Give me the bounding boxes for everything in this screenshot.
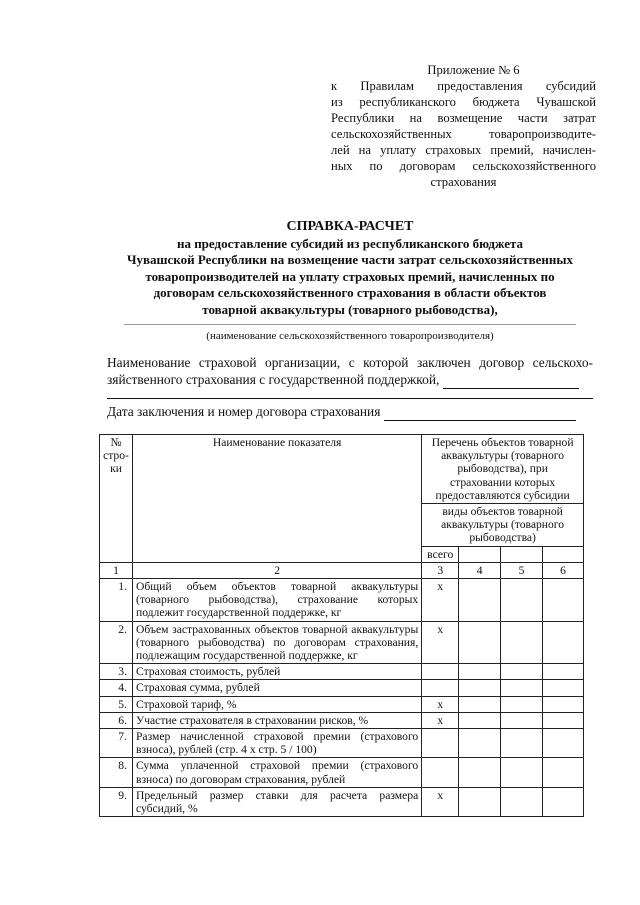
calculation-table <box>99 434 584 817</box>
row-indicator: Объем застрахованных объектов товарной аквакультуры (товарного рыбоводства) по договорам страхования, подлежащим государственной поддержке, кг <box>132 621 421 664</box>
insurer-label-line2: зяйственного страхования с государственной поддержкой, <box>107 372 440 387</box>
header-types: виды объектов товарной аквакультуры (товарного рыбоводства) <box>422 504 584 547</box>
contract-field[interactable] <box>384 404 576 421</box>
row-number: 9. <box>100 787 133 816</box>
producer-name-caption: (наименование сельскохозяйственного товаропроизводителя) <box>206 330 494 342</box>
column-numbers-row <box>100 562 584 578</box>
subtitle-line: товарной аквакультуры (товарного рыбоводства), <box>202 301 498 317</box>
row-value-cell[interactable] <box>501 712 543 728</box>
contract-block <box>107 404 593 421</box>
row-number: 7. <box>100 729 133 758</box>
header-total: всего <box>422 546 459 562</box>
header-type-cell <box>543 546 584 562</box>
table-row <box>100 664 584 680</box>
col-number: 5 <box>501 562 543 578</box>
table-row <box>100 712 584 728</box>
row-value-cell[interactable] <box>459 680 501 696</box>
table-body <box>100 579 584 817</box>
row-total-cell[interactable]: х <box>422 787 459 816</box>
subtitle-line: товаропроизводителей на уплату страховых премий, начисленных по <box>145 268 555 284</box>
header-row <box>100 435 584 504</box>
row-value-cell[interactable] <box>459 621 501 664</box>
row-value-cell[interactable] <box>501 729 543 758</box>
row-value-cell[interactable] <box>501 579 543 622</box>
col-number: 2 <box>132 562 421 578</box>
document-title: СПРАВКА-РАСЧЕТ <box>286 219 414 234</box>
header-indicator: Наименование показателя <box>132 435 421 563</box>
row-indicator: Общий объем объектов товарной аквакультуры (товарного рыбоводства), страхование которых подлежит государственной поддержке, кг <box>132 579 421 622</box>
row-value-cell[interactable] <box>543 729 584 758</box>
row-indicator: Сумма уплаченной страховой премии (страхового взноса) по договорам страхования, рублей <box>132 758 421 787</box>
row-value-cell[interactable] <box>459 664 501 680</box>
subtitle-line: договорам сельскохозяйственного страхования в области объектов <box>153 285 547 301</box>
row-value-cell[interactable] <box>501 787 543 816</box>
row-total-cell[interactable] <box>422 729 459 758</box>
row-total-cell[interactable]: х <box>422 712 459 728</box>
row-total-cell[interactable]: х <box>422 696 459 712</box>
row-total-cell[interactable] <box>422 680 459 696</box>
header-type-cell <box>501 546 543 562</box>
table-row <box>100 680 584 696</box>
row-value-cell[interactable] <box>543 664 584 680</box>
col-number: 1 <box>100 562 133 578</box>
row-indicator: Размер начисленной страховой премии (страхового взноса), рублей (стр. 4 x стр. 5 / 100) <box>132 729 421 758</box>
row-value-cell[interactable] <box>501 664 543 680</box>
row-value-cell[interactable] <box>459 712 501 728</box>
appendix-title: Приложение № 6 <box>427 63 520 77</box>
row-value-cell[interactable] <box>543 712 584 728</box>
table-row <box>100 579 584 622</box>
row-value-cell[interactable] <box>501 621 543 664</box>
row-total-cell[interactable] <box>422 758 459 787</box>
row-value-cell[interactable] <box>543 787 584 816</box>
row-number: 6. <box>100 712 133 728</box>
insurer-name-field[interactable] <box>443 371 579 389</box>
row-value-cell[interactable] <box>543 696 584 712</box>
row-value-cell[interactable] <box>459 787 501 816</box>
row-total-cell[interactable] <box>422 664 459 680</box>
row-value-cell[interactable] <box>501 758 543 787</box>
row-value-cell[interactable] <box>543 621 584 664</box>
header-objects-list: Перечень объектов товарной аквакультуры (товарного рыбоводства), при страховании которых предоставляются субсидии <box>422 435 584 504</box>
subtitle-line: на предоставление субсидий из республиканского бюджета <box>176 235 524 251</box>
appendix-line: сельскохозяйственных товаропроизводите- <box>331 127 596 141</box>
col-number: 6 <box>543 562 584 578</box>
row-indicator: Страховой тариф, % <box>132 696 421 712</box>
insurer-label-line1: Наименование страховой организации, с которой заключен договор сельскохо- <box>107 355 593 370</box>
header-type-cell <box>459 546 501 562</box>
appendix-line: Республики на возмещение части затрат <box>331 111 596 125</box>
row-number: 5. <box>100 696 133 712</box>
row-value-cell[interactable] <box>501 680 543 696</box>
insurer-extra-line[interactable] <box>107 398 593 399</box>
row-value-cell[interactable] <box>459 729 501 758</box>
row-value-cell[interactable] <box>543 758 584 787</box>
row-number: 4. <box>100 680 133 696</box>
appendix-line: к Правилам предоставления субсидий <box>331 79 596 93</box>
table-row <box>100 787 584 816</box>
document-title-block <box>100 219 600 319</box>
row-value-cell[interactable] <box>543 579 584 622</box>
row-total-cell[interactable]: х <box>422 579 459 622</box>
row-value-cell[interactable] <box>459 696 501 712</box>
appendix-line: лей на уплату страховых премий, начислен- <box>331 143 596 157</box>
row-number: 1. <box>100 579 133 622</box>
header-row-no: № стро- ки <box>100 435 133 563</box>
row-number: 3. <box>100 664 133 680</box>
row-number: 8. <box>100 758 133 787</box>
appendix-line: из республиканского бюджета Чувашской <box>331 95 596 109</box>
col-number: 4 <box>459 562 501 578</box>
table-row <box>100 758 584 787</box>
row-number: 2. <box>100 621 133 664</box>
row-indicator: Страховая сумма, рублей <box>132 680 421 696</box>
row-value-cell[interactable] <box>501 696 543 712</box>
row-indicator: Страховая стоимость, рублей <box>132 664 421 680</box>
appendix-line: страхования <box>430 175 497 189</box>
producer-name-field[interactable] <box>124 324 576 325</box>
row-value-cell[interactable] <box>543 680 584 696</box>
table-row <box>100 696 584 712</box>
table-row <box>100 729 584 758</box>
row-value-cell[interactable] <box>459 758 501 787</box>
insurer-block <box>107 354 593 389</box>
subtitle-line: Чувашской Республики на возмещение части затрат сельскохозяйственных <box>126 252 574 268</box>
appendix-block <box>331 62 596 190</box>
row-value-cell[interactable] <box>459 579 501 622</box>
appendix-line: ных по договорам сельскохозяйственного <box>331 159 596 173</box>
row-total-cell[interactable]: х <box>422 621 459 664</box>
col-number: 3 <box>422 562 459 578</box>
table-row <box>100 621 584 664</box>
contract-label: Дата заключения и номер договора страхования <box>107 404 381 419</box>
row-indicator: Предельный размер ставки для расчета размера субсидий, % <box>132 787 421 816</box>
row-indicator: Участие страхователя в страховании рисков, % <box>132 712 421 728</box>
